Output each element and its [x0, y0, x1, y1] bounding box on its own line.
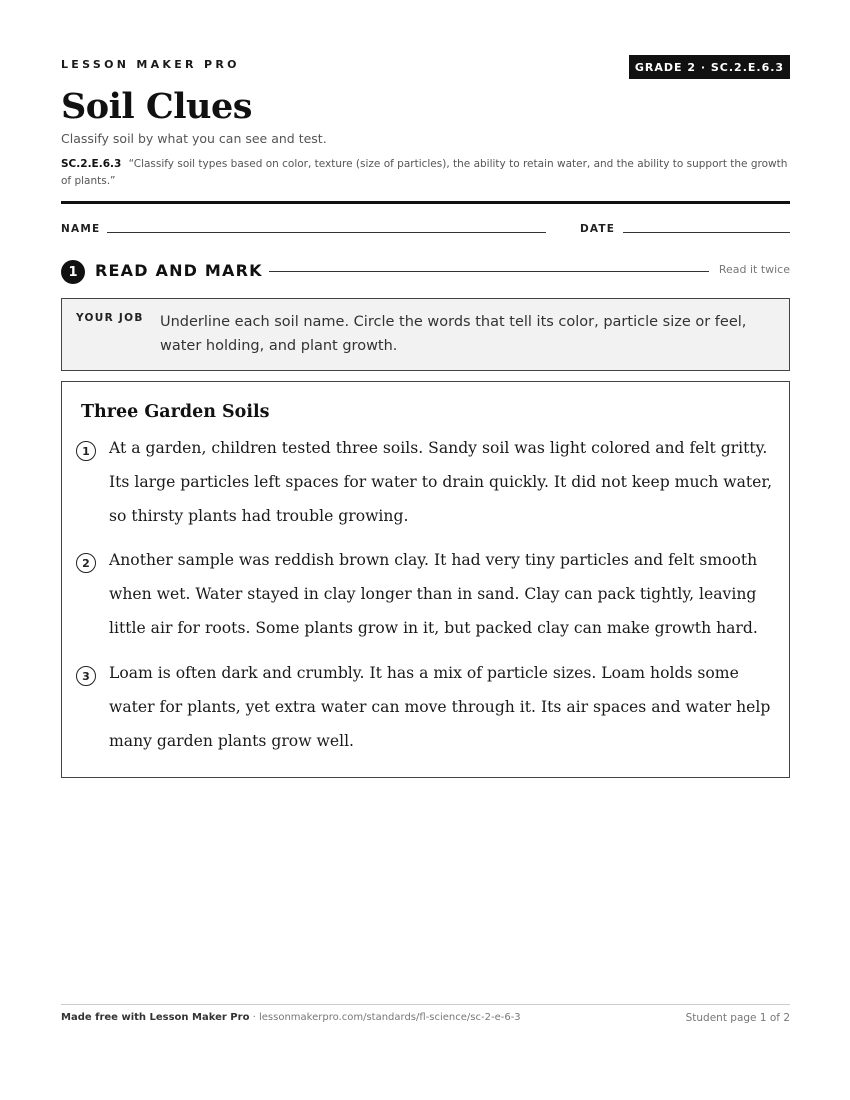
paragraph-text[interactable]: Another sample was reddish brown clay. It had very tiny particles and felt smooth when wet. Water stayed in clay longer than in sand. Clay can pack tightly, leaving little air for roots. Some plants grow in it, but packed clay can make growth hard. — [109, 551, 758, 637]
paragraph-number-badge: 2 — [76, 553, 96, 573]
brand-name: LESSON MAKER PRO — [61, 58, 240, 71]
date-field[interactable] — [623, 232, 790, 233]
worksheet-page — [61, 0, 790, 1100]
section-note: Read it twice — [718, 263, 790, 276]
section-number-badge: 1 — [61, 260, 85, 284]
paragraph-number-badge: 1 — [76, 441, 96, 461]
page-title: Soil Clues — [61, 86, 252, 127]
passage-paragraph — [76, 438, 776, 538]
your-job-instructions: Underline each soil name. Circle the words that tell its color, particle size or feel, water holding, and plant growth. — [160, 314, 747, 354]
page-subtitle: Classify soil by what you can see and test. — [61, 131, 327, 146]
footer-page-number: Student page 1 of 2 — [685, 1012, 790, 1024]
paragraph-number-badge: 3 — [76, 666, 96, 686]
paragraph-text[interactable]: Loam is often dark and crumbly. It has a mix of particle sizes. Loam holds some water for plants, yet extra water can move through it. Its air spaces and water help many garden plants grow well. — [109, 664, 771, 750]
passage-paragraph — [76, 550, 776, 650]
section-title: READ AND MARK — [95, 261, 263, 280]
date-label: DATE — [580, 223, 616, 235]
paragraph-text[interactable]: At a garden, children tested three soils. Sandy soil was light colored and felt gritty. Its large particles left spaces for water to drain quickly. It did not keep much water, so thirsty plants had trouble growing. — [109, 439, 773, 525]
reading-passage — [61, 381, 790, 778]
section-divider — [269, 271, 709, 272]
standard-description — [61, 156, 790, 190]
footer-credit — [61, 1012, 521, 1023]
footer-divider — [61, 1004, 790, 1005]
your-job-box — [61, 298, 790, 371]
footer-url[interactable]: · lessonmakerpro.com/standards/fl-science/sc-2-e-6-3 — [252, 1012, 521, 1023]
grade-badge: GRADE 2 · SC.2.E.6.3 — [629, 55, 790, 79]
passage-title: Three Garden Soils — [81, 402, 270, 422]
name-field[interactable] — [107, 232, 546, 233]
name-label: NAME — [61, 223, 101, 235]
standard-code: SC.2.E.6.3 — [61, 158, 122, 170]
standard-text: “Classify soil types based on color, texture (size of particles), the ability to retain water, and the ability to support the growth of plants.” — [61, 158, 788, 187]
footer-made-with: Made free with Lesson Maker Pro — [61, 1012, 250, 1023]
your-job-label: YOUR JOB — [76, 312, 144, 324]
header-divider — [61, 201, 790, 204]
passage-paragraph — [76, 663, 776, 763]
